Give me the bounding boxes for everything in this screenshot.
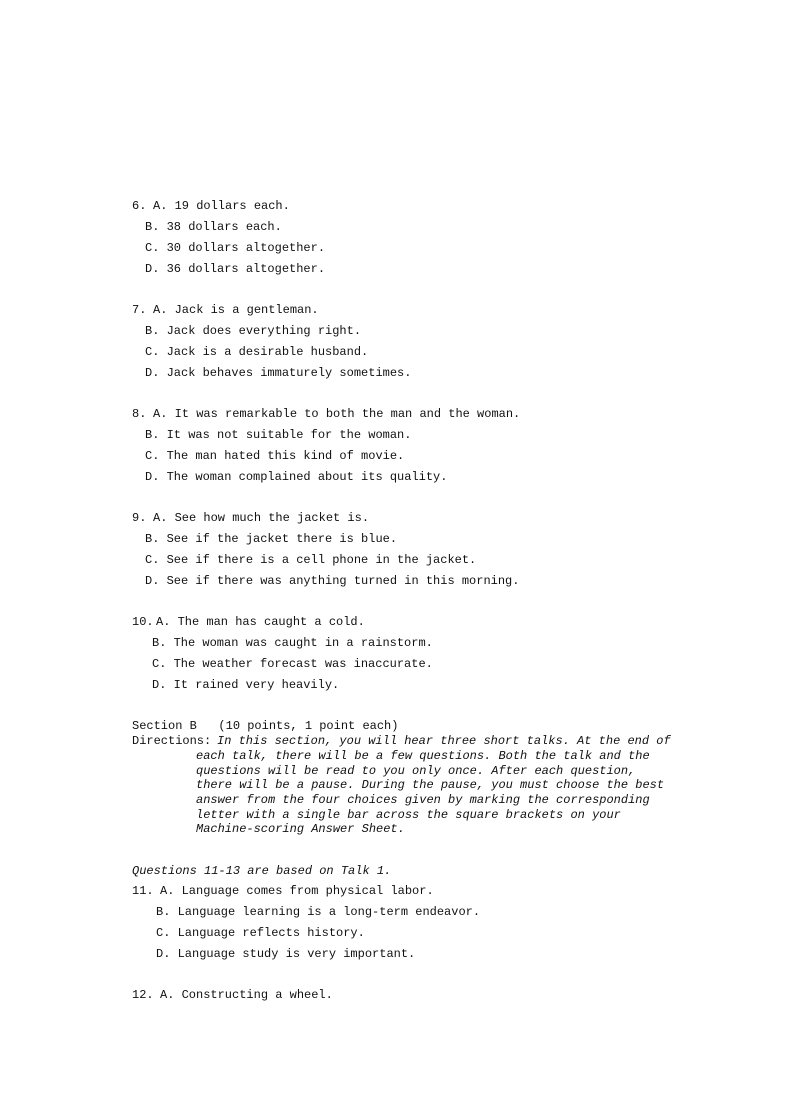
answer-option: B. 38 dollars each.	[145, 220, 282, 234]
answer-option: B. Jack does everything right.	[145, 324, 362, 338]
answer-option: A. Jack is a gentleman.	[153, 303, 319, 317]
answer-option: C. Jack is a desirable husband.	[145, 345, 369, 359]
answer-option: C. Language reflects history.	[156, 926, 365, 940]
answer-option: A. See how much the jacket is.	[153, 511, 370, 525]
answer-option: A. The man has caught a cold.	[156, 615, 365, 629]
question-number: 12.	[132, 988, 154, 1002]
directions-text: answer from the four choices given by marking the corresponding	[196, 793, 650, 807]
answer-option: D. The woman complained about its quality.	[145, 470, 448, 484]
question-number: 7.	[132, 303, 147, 317]
answer-option: A. It was remarkable to both the man and the woman.	[153, 407, 521, 421]
answer-option: C. The weather forecast was inaccurate.	[152, 657, 433, 671]
directions-text: Machine-scoring Answer Sheet.	[196, 822, 405, 836]
answer-option: D. It rained very heavily.	[152, 678, 340, 692]
section-heading: Section B (10 points, 1 point each)	[132, 719, 399, 733]
directions-label: Directions:	[132, 734, 212, 748]
question-number: 6.	[132, 199, 147, 213]
answer-option: B. Language learning is a long-term endeavor.	[156, 905, 481, 919]
answer-option: D. 36 dollars altogether.	[145, 262, 326, 276]
answer-option: C. The man hated this kind of movie.	[145, 449, 405, 463]
answer-option: A. Constructing a wheel.	[160, 988, 333, 1002]
question-number: 10.	[132, 615, 154, 629]
answer-option: B. It was not suitable for the woman.	[145, 428, 412, 442]
answer-option: A. 19 dollars each.	[153, 199, 290, 213]
directions-text: questions will be read to you only once. After each question,	[196, 764, 636, 778]
directions-text: there will be a pause. During the pause, you must choose the best	[196, 778, 665, 792]
question-number: 9.	[132, 511, 147, 525]
question-number: 8.	[132, 407, 147, 421]
directions-text: each talk, there will be a few questions. Both the talk and the	[196, 749, 650, 763]
directions-text: letter with a single bar across the square brackets on your	[196, 808, 621, 822]
directions-text: In this section, you will hear three short talks. At the end of	[217, 734, 671, 748]
answer-option: B. The woman was caught in a rainstorm.	[152, 636, 433, 650]
question-number: 11.	[132, 884, 154, 898]
answer-option: D. Language study is very important.	[156, 947, 416, 961]
answer-option: C. 30 dollars altogether.	[145, 241, 326, 255]
answer-option: D. See if there was anything turned in this morning.	[145, 574, 520, 588]
answer-option: D. Jack behaves immaturely sometimes.	[145, 366, 412, 380]
answer-option: B. See if the jacket there is blue.	[145, 532, 398, 546]
answer-option: C. See if there is a cell phone in the jacket.	[145, 553, 477, 567]
talk-intro: Questions 11-13 are based on Talk 1.	[132, 864, 392, 878]
answer-option: A. Language comes from physical labor.	[160, 884, 434, 898]
